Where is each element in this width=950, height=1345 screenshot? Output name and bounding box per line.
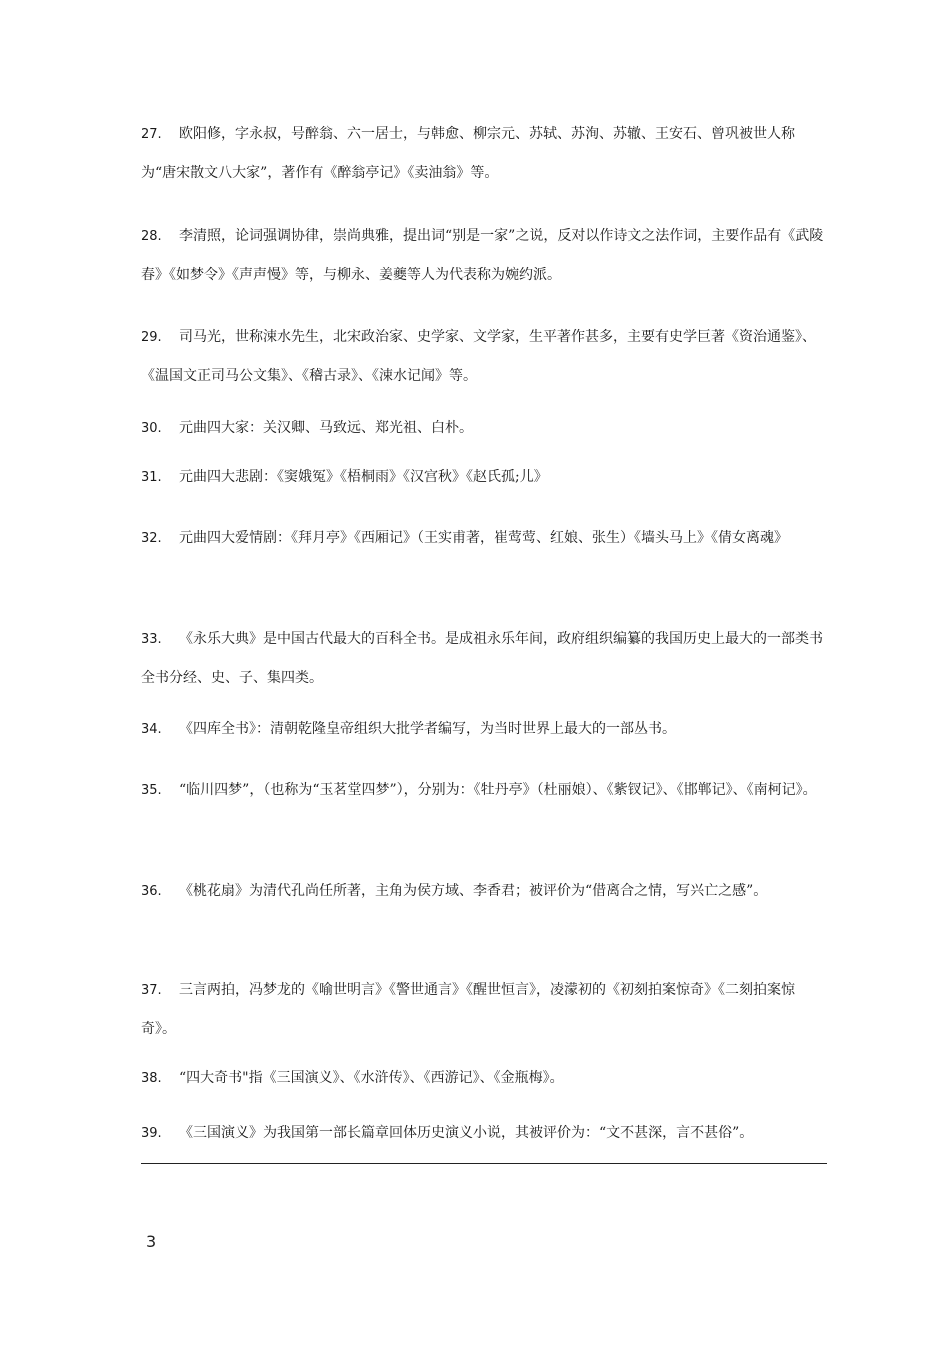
item-number: 30. [141, 421, 162, 436]
item-text: “四大奇书"指《三国演义》、《水浒传》、《西游记》、《金瓶梅》。 [179, 1070, 564, 1086]
list-item [141, 872, 825, 911]
list-item [141, 971, 825, 1048]
list-item [141, 1108, 825, 1159]
item-text: 《永乐大典》是中国古代最大的百科全书。是成祖永乐年间，政府组织编纂的我国历史上最大的一部类书全书分经、史、子、集四类。 [141, 631, 823, 686]
item-text: 《桃花扇》为清代孔尚任所著，主角为侯方域、李香君；被评价为“借离合之情，写兴亡之感”。 [179, 883, 768, 899]
list-item [141, 409, 825, 448]
item-text: 三言两拍，冯梦龙的《喻世明言》《警世通言》《醒世恒言》，凌濛初的《初刻拍案惊奇》《二刻拍案惊奇》。 [141, 982, 795, 1037]
item-text: 元曲四大爱情剧：《拜月亭》《西厢记》（王实甫著，崔莺莺、红娘、张生）《墙头马上》《倩女离魂》 [179, 530, 788, 546]
item-number: 29. [141, 330, 162, 345]
item-text: 《四库全书》：清朝乾隆皇帝组织大批学者编写，为当时世界上最大的一部丛书。 [179, 721, 676, 737]
item-text: 元曲四大悲剧：《窦娥冤》《梧桐雨》《汉宫秋》《赵氏孤;儿》 [179, 469, 548, 485]
item-number: 33. [141, 632, 162, 647]
item-text: 司马光，世称涑水先生，北宋政治家、史学家、文学家，生平著作甚多，主要有史学巨著《资治通鉴》、《温国文正司马公文集》、《稽古录》、《涑水记闻》等。 [141, 329, 816, 384]
item-number: 34. [141, 722, 162, 737]
list-item [141, 710, 825, 749]
item-text: 李清照，论词强调协律，崇尚典雅，提出词“别是一家”之说，反对以作诗文之法作词，主要作品有《武陵春》《如梦令》《声声慢》等，与柳永、姜夔等人为代表称为婉约派。 [141, 228, 824, 283]
list-item [141, 217, 825, 294]
item-text: 元曲四大家：关汉卿、马致远、郑光祖、白朴。 [179, 420, 473, 436]
item-number: 35. [141, 783, 162, 798]
list-item [141, 115, 825, 192]
list-item [141, 318, 825, 395]
item-number: 38. [141, 1071, 162, 1086]
item-number: 36. [141, 884, 162, 899]
item-text: “临川四梦”，（也称为“玉茗堂四梦”），分别为：《牡丹亭》（杜丽娘）、《紫钗记》、《邯郸记》、《南柯记》。 [179, 782, 817, 798]
item-text: 《三国演义》为我国第一部长篇章回体历史演义小说，其被评价为：“文不甚深，言不甚俗”。 [179, 1125, 754, 1141]
item-text: 欧阳修，字永叔，号醉翁、六一居士，与韩愈、柳宗元、苏轼、苏洵、苏辙、王安石、曾巩被世人称为“唐宋散文八大家”，著作有《醉翁亭记》《卖油翁》等。 [141, 126, 795, 181]
list-item [141, 620, 825, 697]
item-number: 27. [141, 127, 162, 142]
list-item [141, 771, 825, 810]
item-number: 39. [141, 1126, 162, 1141]
item-number: 37. [141, 983, 162, 998]
item-number: 31. [141, 470, 162, 485]
item-number: 32. [141, 531, 162, 546]
divider-line [141, 1163, 827, 1164]
item-number: 28. [141, 229, 162, 244]
list-item [141, 1059, 825, 1098]
list-item [141, 458, 825, 497]
page-number: 3 [146, 1232, 157, 1251]
list-item [141, 519, 825, 558]
